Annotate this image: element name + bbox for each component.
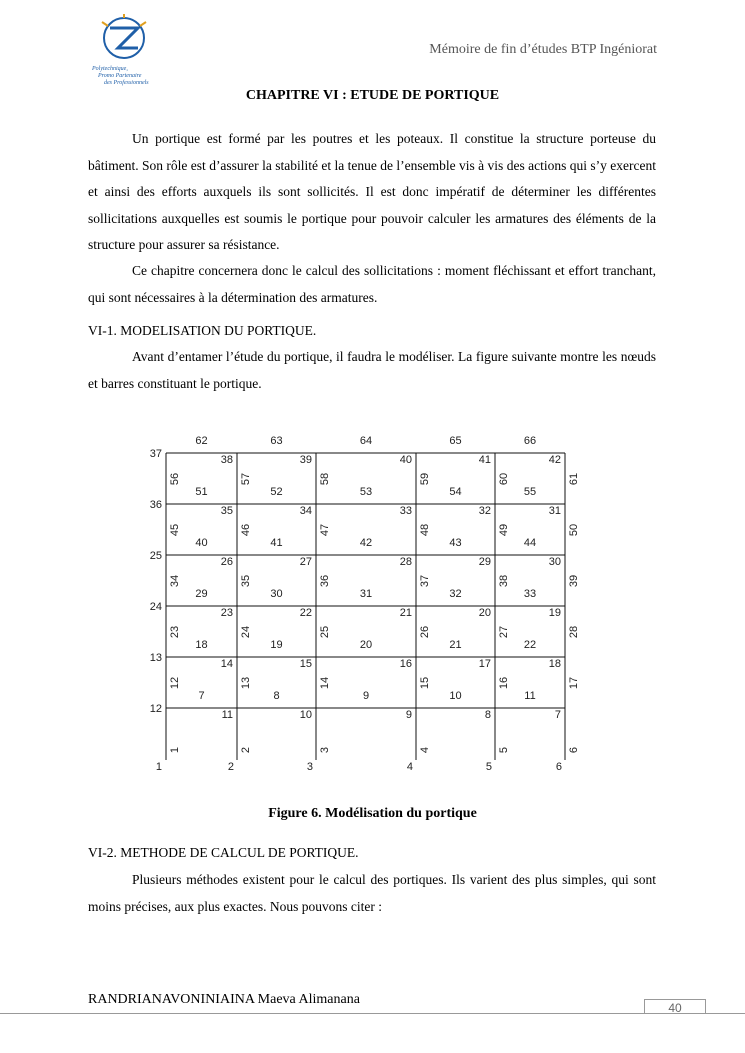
figure-caption: Figure 6. Modélisation du portique — [268, 806, 477, 821]
beam-member-label: 31 — [359, 588, 373, 600]
left-node-label: 37 — [149, 448, 162, 460]
beam-member-label: 10 — [449, 690, 462, 702]
column-member-label: 1 — [169, 746, 181, 754]
node-label: 18 — [548, 658, 561, 670]
node-label: 16 — [399, 658, 412, 670]
column-member-label: 6 — [568, 746, 580, 754]
node-label: 31 — [548, 505, 561, 517]
bottom-node-label: 6 — [555, 761, 562, 773]
node-label: 10 — [299, 709, 312, 721]
left-node-label: 12 — [149, 703, 162, 715]
node-label: 40 — [399, 454, 412, 466]
column-member-label: 16 — [498, 676, 510, 690]
beam-member-label: 21 — [449, 639, 462, 651]
left-node-label: 36 — [149, 499, 162, 511]
column-member-label: 25 — [319, 625, 331, 639]
beam-member-label: 20 — [359, 639, 373, 651]
node-label: 26 — [220, 556, 233, 568]
node-label: 38 — [220, 454, 233, 466]
beam-member-label: 33 — [523, 588, 537, 600]
logo-line-2: Promo Partenaire — [98, 73, 142, 79]
beam-member-label: 11 — [524, 690, 536, 702]
node-label: 7 — [554, 709, 561, 721]
beam-member-label: 43 — [449, 537, 462, 549]
column-member-label: 59 — [419, 472, 431, 486]
top-member-label: 62 — [195, 435, 208, 447]
section-1-heading: VI-1. MODELISATION DU PORTIQUE. — [88, 323, 317, 338]
beam-member-label: 44 — [523, 537, 537, 549]
beam-member-label: 55 — [523, 486, 537, 498]
header-title: Mémoire de fin d’études BTP Ingéniorat — [429, 42, 657, 57]
beam-member-label: 51 — [195, 486, 208, 498]
left-node-label: 25 — [149, 550, 162, 562]
footer-rule — [0, 1013, 745, 1014]
beam-member-label: 30 — [270, 588, 283, 600]
column-member-label: 23 — [169, 625, 181, 639]
node-label: 9 — [405, 709, 412, 721]
column-member-label: 5 — [498, 746, 510, 754]
node-label: 11 — [221, 709, 233, 721]
node-label: 42 — [548, 454, 561, 466]
node-label: 14 — [220, 658, 233, 670]
left-node-label: 13 — [149, 652, 162, 664]
node-label: 17 — [478, 658, 491, 670]
column-member-label: 50 — [568, 523, 580, 537]
section-2-heading: VI-2. METHODE DE CALCUL DE PORTIQUE. — [88, 845, 359, 860]
beam-member-label: 18 — [195, 639, 208, 651]
column-member-label: 36 — [319, 574, 331, 588]
intro-paragraph-1: Un portique est formé par les poutres et les poteaux. Il constitue la structure porteuse du bâtiment. Son rôle est d’assurer la stabilité et la tenue de l’ensemble vis à vis des actions qui s’y exercent et ainsi des efforts auxquels ils sont sollicités. Il est donc impératif de déterminer les différentes sollicitations auxquelles est soumis le portique pour pouvoir calculer les armatures des éléments de la structure pour assurer sa résistance. — [88, 131, 656, 252]
bottom-node-label: 2 — [227, 761, 234, 773]
node-label: 32 — [478, 505, 491, 517]
bottom-node-label: 4 — [406, 761, 413, 773]
node-label: 27 — [299, 556, 312, 568]
node-label: 20 — [478, 607, 491, 619]
node-label: 15 — [299, 658, 312, 670]
node-label: 34 — [299, 505, 312, 517]
top-member-label: 64 — [359, 435, 373, 447]
column-member-label: 56 — [169, 472, 181, 486]
beam-member-label: 41 — [270, 537, 283, 549]
page-number: 40 — [644, 999, 706, 1014]
node-label: 33 — [399, 505, 412, 517]
beam-member-label: 29 — [195, 588, 208, 600]
logo-line-3: des Professionnels — [104, 80, 149, 86]
intro-paragraph-2: Ce chapitre concernera donc le calcul des sollicitations : moment fléchissant et effort tranchant, qui sont nécessaires à la détermination des armatures. — [88, 263, 656, 305]
column-member-label: 2 — [240, 746, 252, 754]
column-member-label: 47 — [319, 523, 331, 537]
section-2-paragraph: Plusieurs méthodes existent pour le calcul des portiques. Ils varient des plus simples, qui sont moins précises, aux plus exactes. Nous pouvons citer : — [88, 872, 656, 914]
column-member-label: 34 — [169, 574, 181, 588]
left-node-label: 1 — [155, 761, 162, 773]
beam-member-label: 8 — [273, 690, 280, 702]
column-member-label: 37 — [419, 574, 431, 588]
column-member-label: 58 — [319, 472, 331, 486]
column-member-label: 48 — [419, 523, 431, 537]
column-member-label: 28 — [568, 625, 580, 639]
section-1-paragraph: Avant d’entamer l’étude du portique, il faudra le modéliser. La figure suivante montre les nœuds et barres constituant le portique. — [88, 349, 656, 391]
column-member-label: 17 — [568, 676, 580, 690]
beam-member-label: 22 — [523, 639, 537, 651]
column-member-label: 4 — [419, 746, 431, 754]
beam-member-label: 7 — [198, 690, 205, 702]
column-member-label: 26 — [419, 625, 431, 639]
column-member-label: 60 — [498, 472, 510, 486]
column-member-label: 39 — [568, 574, 580, 588]
node-label: 41 — [478, 454, 491, 466]
node-label: 39 — [299, 454, 312, 466]
column-member-label: 45 — [169, 523, 181, 537]
bottom-node-label: 5 — [485, 761, 492, 773]
top-member-label: 65 — [449, 435, 462, 447]
node-label: 30 — [548, 556, 561, 568]
chapter-title: CHAPITRE VI : ETUDE DE PORTIQUE — [245, 88, 500, 103]
column-member-label: 3 — [319, 746, 331, 754]
node-label: 23 — [220, 607, 233, 619]
column-member-label: 15 — [419, 676, 431, 690]
left-node-label: 24 — [149, 601, 162, 613]
node-label: 19 — [548, 607, 561, 619]
beam-member-label: 52 — [270, 486, 283, 498]
footer-author: RANDRIANAVONINIAINA Maeva Alimanana — [88, 992, 360, 1007]
top-member-label: 66 — [523, 435, 537, 447]
column-member-label: 13 — [240, 676, 252, 690]
node-label: 8 — [484, 709, 491, 721]
column-member-label: 57 — [240, 472, 252, 486]
column-member-label: 38 — [498, 574, 510, 588]
beam-member-label: 32 — [449, 588, 462, 600]
top-member-label: 63 — [270, 435, 283, 447]
column-member-label: 27 — [498, 625, 510, 639]
node-label: 29 — [478, 556, 491, 568]
column-member-label: 24 — [240, 625, 252, 639]
beam-member-label: 42 — [359, 537, 373, 549]
column-member-label: 14 — [319, 676, 331, 690]
node-label: 22 — [299, 607, 312, 619]
logo-line-1: Polytechnique, — [92, 66, 128, 72]
bottom-node-label: 3 — [306, 761, 313, 773]
column-member-label: 61 — [568, 472, 580, 486]
beam-member-label: 53 — [359, 486, 373, 498]
column-member-label: 46 — [240, 523, 252, 537]
column-member-label: 35 — [240, 574, 252, 588]
beam-member-label: 54 — [449, 486, 462, 498]
node-label: 35 — [220, 505, 233, 517]
column-member-label: 49 — [498, 523, 510, 537]
beam-member-label: 19 — [270, 639, 283, 651]
node-label: 21 — [399, 607, 412, 619]
node-label: 28 — [399, 556, 412, 568]
beam-member-label: 40 — [195, 537, 208, 549]
column-member-label: 12 — [169, 676, 181, 690]
beam-member-label: 9 — [362, 690, 370, 702]
